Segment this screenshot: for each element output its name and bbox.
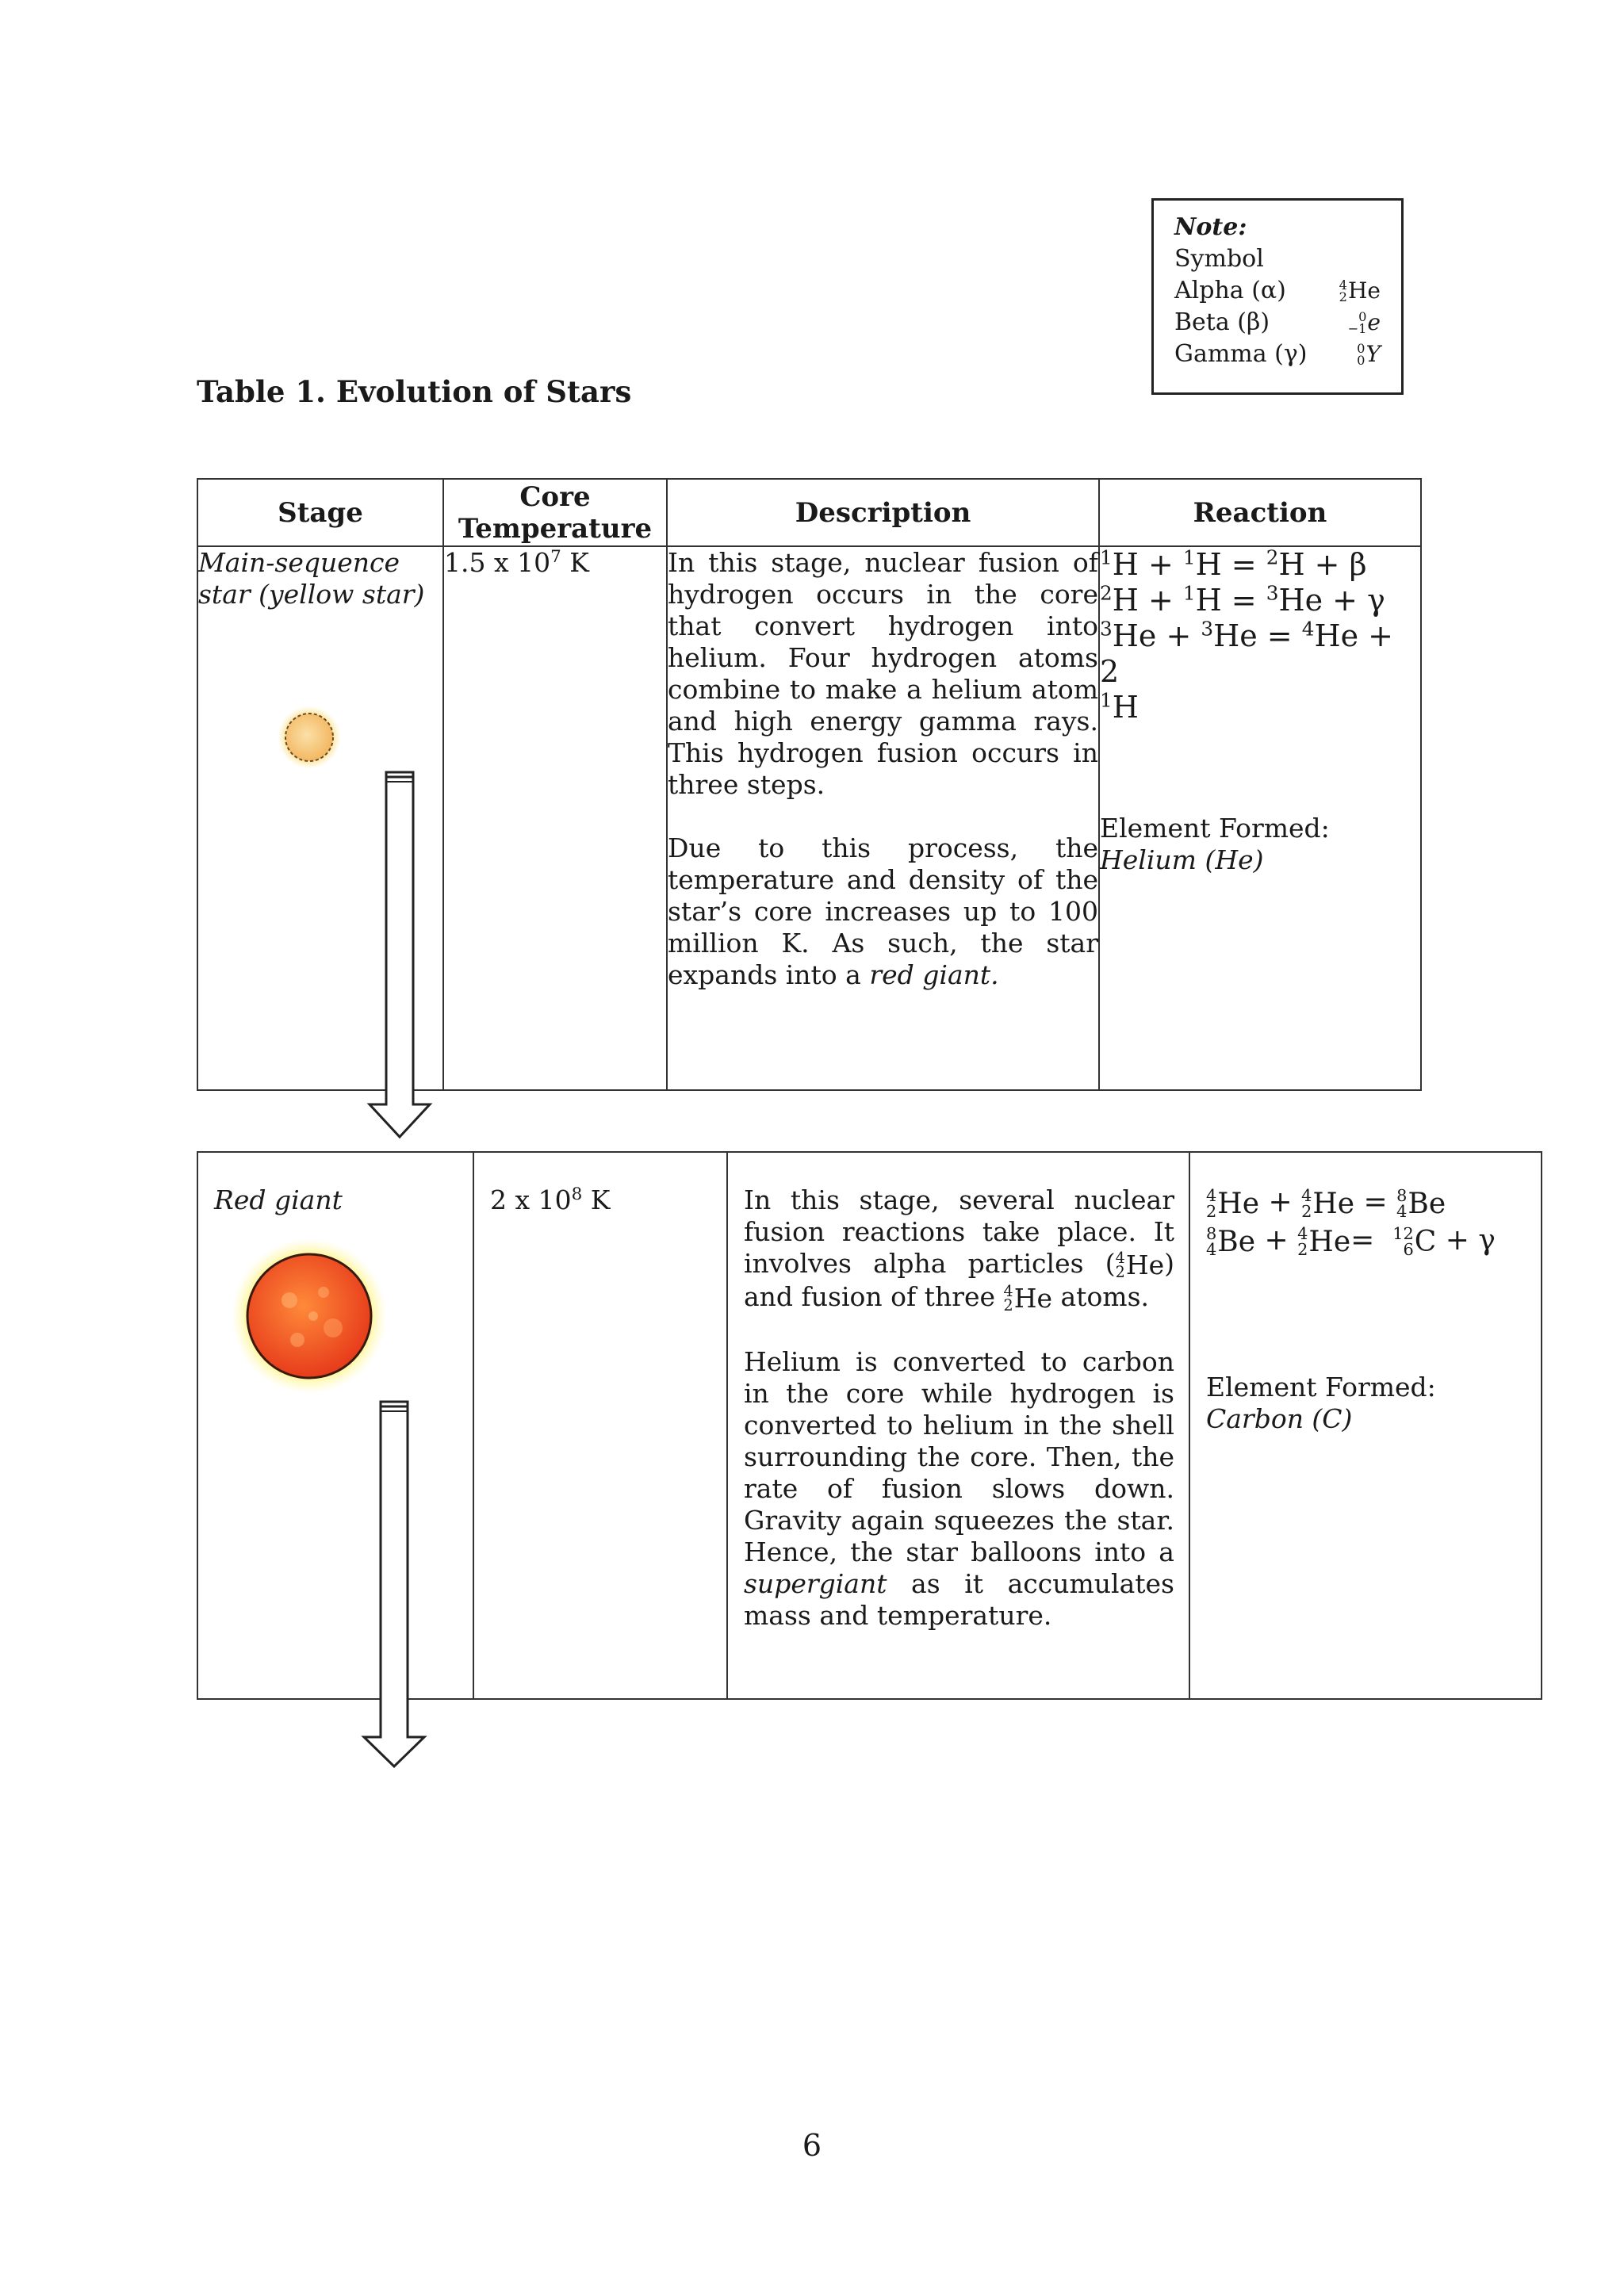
description-paragraph-2: Due to this process, the temperature and density of the star’s core increases up to 100 million K. As such, the star expands into a red giant. (668, 832, 1098, 990)
description-paragraph-1: In this stage, several nuclear fusion reactions take place. It involves alpha particles ( 4 2 He ) and fusion of three 4 2 He atoms. (744, 1184, 1174, 1314)
header-reaction: Reaction (1099, 479, 1421, 546)
header-description: Description (667, 479, 1099, 546)
element-formed (1206, 1372, 1526, 1435)
reaction-cell (1099, 546, 1421, 1090)
note-header: Symbol (1174, 245, 1264, 273)
description-cell (727, 1152, 1189, 1699)
reaction-step-1: 4 2 He + 4 2 He = 8 4 Be (1206, 1186, 1446, 1221)
element-formed-name: Helium (He) (1100, 844, 1264, 875)
reaction-step-2: $^2$H + $^1$H = $^3$He + γ (1100, 581, 1385, 618)
down-arrow-2 (361, 1397, 427, 1770)
stage-name: Red giant (214, 1184, 343, 1215)
note-label-alpha: Alpha (α) (1174, 277, 1286, 304)
temperature-cell (473, 1152, 727, 1699)
table-title: Table 1. Evolution of Stars (197, 374, 632, 409)
core-temperature: 2 x $10^8$ K (490, 1184, 611, 1215)
note-row-gamma (1174, 339, 1381, 370)
reaction-step-2: 8 4 Be + 4 2 He = 12 6 C + γ (1206, 1224, 1496, 1259)
element-formed-name: Carbon (C) (1206, 1403, 1353, 1434)
header-core-temperature: Core Temperature (443, 479, 667, 546)
note-symbol-alpha: 4 2 He (1339, 277, 1381, 304)
note-box (1151, 198, 1404, 395)
header-stage: Stage (197, 479, 443, 546)
note-row-alpha (1174, 275, 1381, 307)
note-label-beta: Beta (β) (1174, 308, 1270, 336)
note-symbol-beta: 0 −1 e (1347, 308, 1381, 336)
temperature-cell (443, 546, 667, 1090)
element-formed-label: Element Formed: (1100, 813, 1330, 844)
down-arrow-1 (366, 767, 433, 1140)
element-formed (1100, 813, 1420, 876)
red-giant-illustration (230, 1237, 389, 1395)
description-cell (667, 546, 1099, 1090)
yellow-star-illustration (270, 698, 349, 777)
reaction-equations (1100, 547, 1420, 725)
reaction-equations (1206, 1184, 1526, 1261)
stage-cell (197, 1152, 473, 1699)
description-paragraph-1: In this stage, nuclear fusion of hydrogen occurs in the core that convert hydrogen into helium. Four hydrogen atoms combine to make a helium atom and high energy gamma rays. This hydrogen fusion occurs in three steps. (668, 547, 1098, 800)
page-number: 6 (802, 2128, 822, 2163)
description-paragraph-2: Helium is converted to carbon in the core while hydrogen is converted to helium in the shell surrounding the core. Then, the rate of fusion slows down. Gravity again squeezes the star. Hence, the star balloons into a supergiant as it accumulates mass and temperature. (744, 1346, 1174, 1631)
core-temperature: 1.5 x $10^7$ K (444, 547, 589, 578)
reaction-step-3: $^3$He + $^3$He = $^4$He + 2 $^1$H (1100, 617, 1393, 725)
element-formed-label: Element Formed: (1206, 1372, 1436, 1402)
note-symbol-gamma: 0 0 Y (1357, 340, 1381, 368)
stage-name: Main-sequence star (yellow star) (198, 547, 425, 610)
reaction-step-1: $^1$H + $^1$H = $^2$H + β (1100, 545, 1367, 582)
table-header-row (197, 479, 1421, 546)
note-label-gamma: Gamma (γ) (1174, 340, 1308, 368)
reaction-cell (1189, 1152, 1542, 1699)
note-title: Note: (1174, 213, 1247, 241)
note-row-beta (1174, 307, 1381, 339)
